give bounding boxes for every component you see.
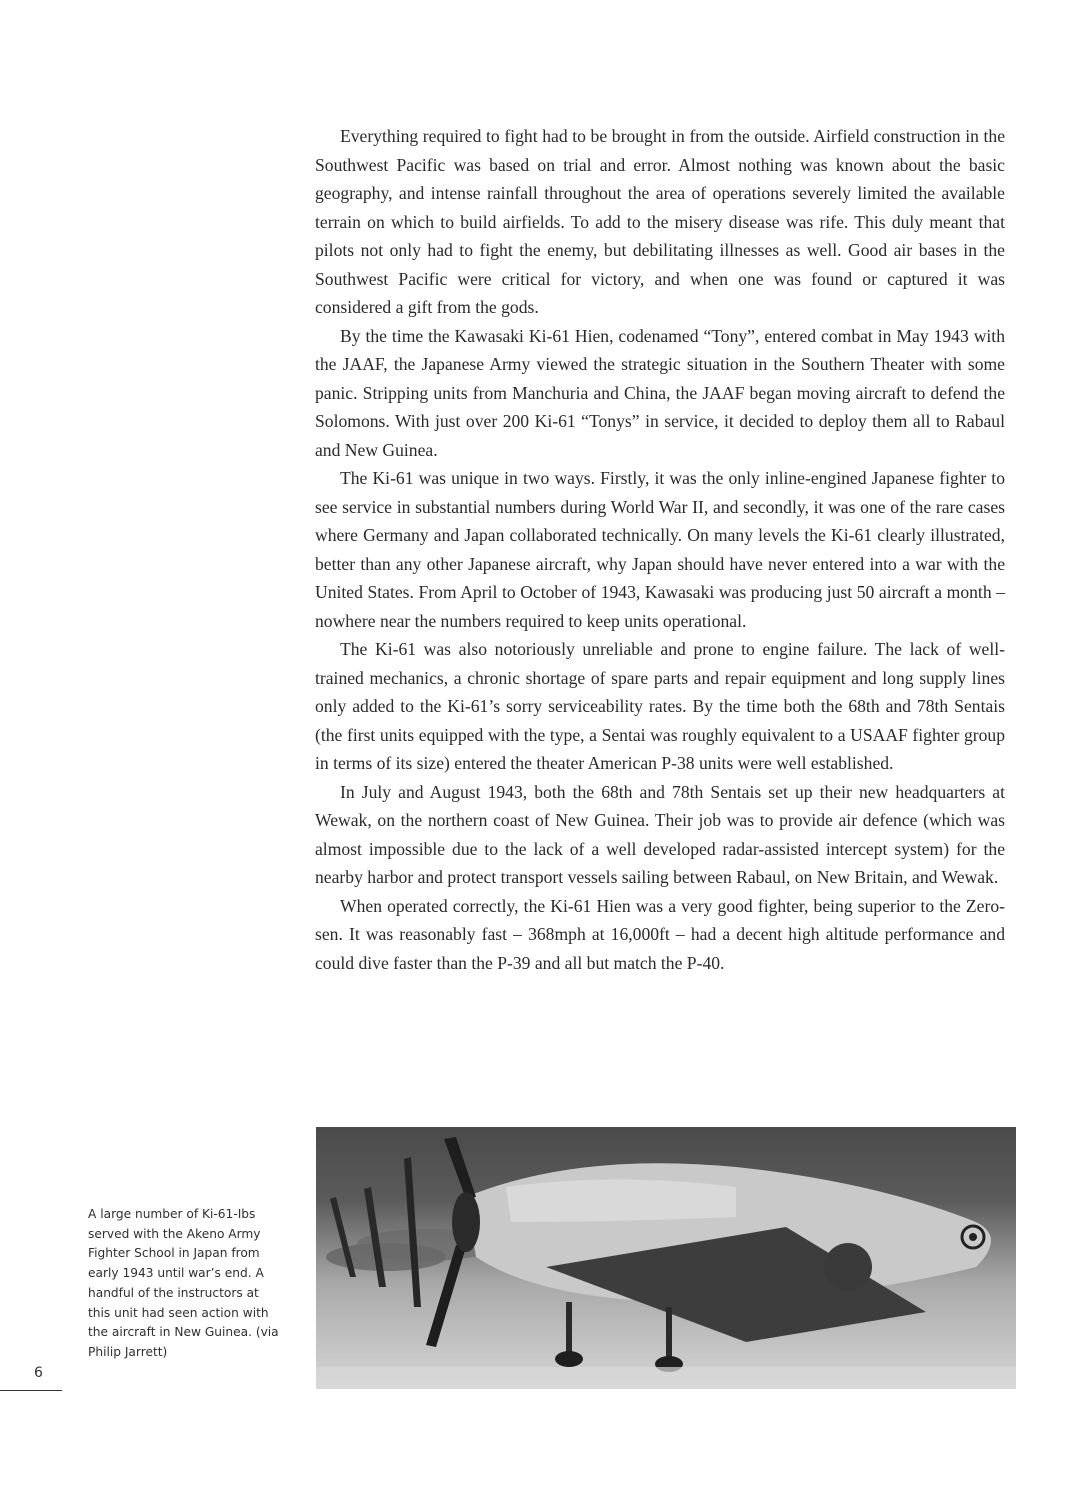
paragraph: When operated correctly, the Ki-61 Hien was a very good fighter, being superior to the Zero-sen. It was reasonably fast – 368mph at 16,000ft – had a decent high altitude performance and could dive faster than the P-39 and all but match the P-40. bbox=[315, 895, 1005, 973]
aircraft-photo bbox=[316, 1127, 1016, 1389]
paragraph: The Ki-61 was also notoriously unreliable and prone to engine failure. The lack of well-trained mechanics, a chronic shortage of spare parts and repair equipment and long supply lines only added to the Ki-61’s sorry serviceability rates. By the time both the 68th and 78th Sentais (the first units equipped with the type, a Sentai was roughly equivalent to a USAAF fighter group in terms of its size) entered the theater American P-38 units were well established. bbox=[315, 639, 1005, 773]
page-number: 6 bbox=[34, 1365, 43, 1381]
paragraph: In July and August 1943, both the 68th and 78th Sentais set up their new headquarters at Wewak, on the northern coast of New Guinea. Their job was to provide air defence (which was almost impossible due to the lack of a well developed radar-assisted intercept system) for the nearby harbor and protect transport vessels sailing between Rabaul, on New Britain, and Wewak. bbox=[315, 781, 1005, 887]
photo-caption: A large number of Ki-61-Ibs served with the Akeno Army Fighter School in Japan from early 1943 until war’s end. A handful of the instructors at this unit had seen action with the aircraft in New Guinea. (via Philip Jarrett) bbox=[88, 1207, 279, 1359]
paragraph: Everything required to fight had to be brought in from the outside. Airfield construction in the Southwest Pacific was based on trial and error. Almost nothing was known about the basic geography, and intense rainfall throughout the area of operations severely limited the available terrain on which to build airfields. To add to the misery disease was rife. This duly meant that pilots not only had to fight the enemy, but debilitating illnesses as well. Good air bases in the Southwest Pacific were critical for victory, and when one was found or captured it was considered a gift from the gods. bbox=[315, 126, 1005, 317]
paragraph: By the time the Kawasaki Ki-61 Hien, codenamed “Tony”, entered combat in May 1943 with the JAAF, the Japanese Army viewed the strategic situation in the Southern Theater with some panic. Stripping units from Manchuria and China, the JAAF began moving aircraft to defend the Solomons. With just over 200 Ki-61 “Tonys” in service, it decided to deploy them all to Rabaul and New Guinea. bbox=[315, 325, 1005, 460]
paragraph: The Ki-61 was unique in two ways. Firstly, it was the only inline-engined Japanese fighter to see service in substantial numbers during World War II, and secondly, it was one of the rare cases where Germany and Japan collaborated technically. On many levels the Ki-61 clearly illustrated, better than any other Japanese aircraft, why Japan should have never entered into a war with the United States. From April to October of 1943, Kawasaki was producing just 50 aircraft a month – nowhere near the numbers required to keep units operational. bbox=[315, 468, 1005, 631]
aircraft-photo-drawing bbox=[316, 1127, 1016, 1389]
folio-rule bbox=[0, 1390, 62, 1391]
body-text bbox=[315, 122, 1005, 977]
